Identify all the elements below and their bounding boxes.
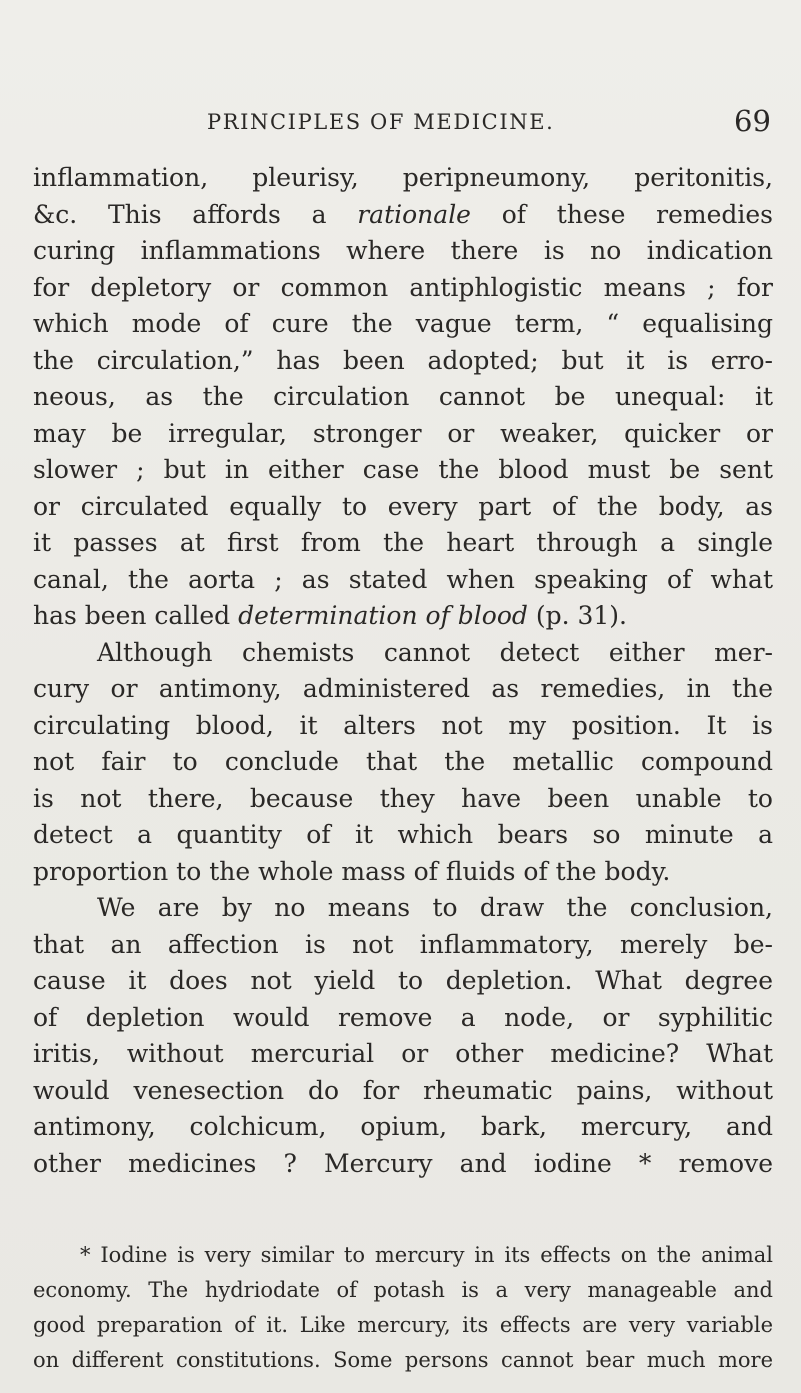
text-line: may be irregular, stronger or weaker, quicker or (33, 418, 773, 448)
page-number: 69 (734, 104, 771, 138)
text-line-determination: has been called determination of blood (p. 31). (33, 601, 627, 630)
text-line-rationale: &c. This affords a rationale of these remedies (33, 199, 773, 229)
text-line: other medicines ? Mercury and iodine * remove (33, 1148, 773, 1178)
text-line: which mode of cure the vague term, “ equalising (33, 309, 773, 338)
text-line: antimony, colchicum, opium, bark, mercury, and (33, 1112, 773, 1141)
text-line: cause it does not yield to depletion. What degree (33, 966, 773, 995)
text-line: neous, as the circulation cannot be unequal: it (33, 382, 773, 411)
text-line: circulating blood, it alters not my position. It is (33, 710, 773, 740)
text-line: slower ; but in either case the blood must be sent (33, 455, 773, 484)
text-line: proportion to the whole mass of fluids of the body. (33, 856, 671, 886)
text-line: is not there, because they have been unable to (33, 783, 773, 813)
page-header (0, 104, 801, 144)
text-line: would venesection do for rheumatic pains, without (33, 1075, 773, 1105)
footnote-line: good preparation of it. Like mercury, its effects are very variable (33, 1313, 773, 1337)
running-title: PRINCIPLES OF MEDICINE. (207, 110, 555, 134)
body-text (33, 160, 773, 1182)
italic-term: rationale (357, 199, 471, 229)
text-line: inflammation, pleurisy, peripneumony, peritonitis, (33, 163, 773, 192)
text-line: detect a quantity of it which bears so minute a (33, 820, 773, 849)
italic-term: determination of blood (238, 601, 528, 630)
text-line: it passes at first from the heart through a single (33, 528, 773, 557)
text-line: or circulated equally to every part of the body, as (33, 491, 773, 521)
text-line: that an affection is not inflammatory, merely be- (33, 929, 773, 959)
footnote-line: economy. The hydriodate of potash is a very manageable and (33, 1278, 773, 1302)
footnote (33, 1238, 773, 1378)
text-line: for depletory or common antiphlogistic means ; for (33, 272, 773, 302)
paragraph-start: We are by no means to draw the conclusion, (97, 893, 773, 922)
text-line: not fair to conclude that the metallic compound (33, 747, 773, 776)
text-line: iritis, without mercurial or other medicine? What (33, 1039, 773, 1068)
text-line: cury or antimony, administered as remedies, in the (33, 674, 773, 703)
text-line: the circulation,” has been adopted; but it is erro- (33, 345, 773, 375)
text-line: canal, the aorta ; as stated when speaking of what (33, 564, 773, 594)
paragraph-start: Although chemists cannot detect either mer- (97, 637, 773, 667)
footnote-line: on different constitutions. Some persons cannot bear much more (33, 1348, 773, 1372)
text-line: of depletion would remove a node, or syphilitic (33, 1002, 773, 1032)
footnote-line: * Iodine is very similar to mercury in its effects on the animal (80, 1243, 773, 1267)
text-line: curing inflammations where there is no indication (33, 236, 773, 265)
